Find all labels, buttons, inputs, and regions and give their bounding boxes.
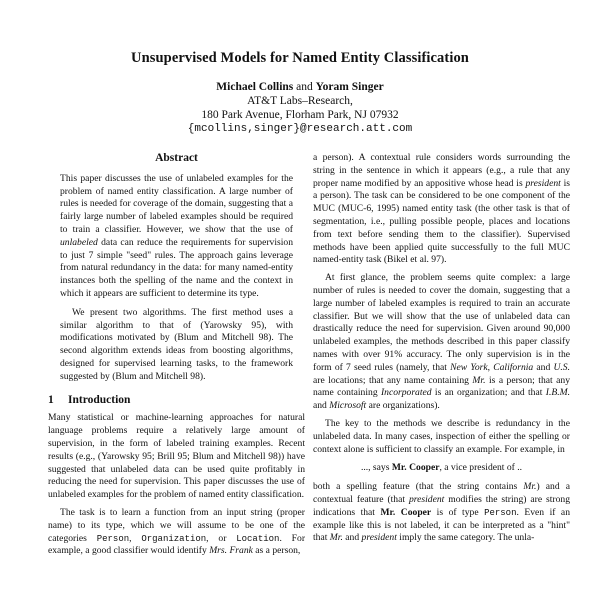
abstract-heading: Abstract (155, 152, 198, 164)
abstract-emphasis: unlabeled (60, 236, 98, 248)
intro-text: The task is to learn a function from an input string (proper name) to its type, which we will assume to be one of the categories (48, 506, 305, 544)
body-text: is a person). The task can be considered to be one component of the MUC (MUC-6, 1995) named entity task (the other task is that of segmentation, i.e., pulling possible people, places and locations from text before sending them to the classifier). Supervised methods have been applied quite successfully to the full MUC named-entity task (Bikel et al. 97). (313, 177, 570, 266)
example-entity: Mr. Cooper (391, 462, 440, 474)
body-emphasis: Mr. (523, 481, 537, 493)
separator: , (129, 532, 142, 544)
seed-mr: Mr. (472, 374, 486, 386)
right-paragraph-2 (313, 272, 570, 413)
seed-incorporated: Incorporated (380, 387, 432, 399)
seed-us: U.S. (553, 361, 571, 373)
body-text: is of type (431, 506, 485, 518)
affiliation: AT&T Labs–Research, (247, 95, 353, 107)
intro-text: . For example, a good classifier would identify (48, 532, 306, 557)
body-text: a person). A contextual rule considers words surrounding the string in the sentence in which it appears (e.g., a rule that any proper name modified by an appositive whose head is (313, 152, 570, 189)
abstract-text: data can reduce the requirements for supervision to just 7 simple "seed" rules. The approach gains leverage from natural redundancy in the data: for many named-entity instances both the spelling of the name and the context in which it appears are sufficient to determine its type. (60, 236, 293, 299)
body-text: is an organization; and that (431, 387, 546, 399)
separator: , or (206, 532, 237, 544)
body-text: are organizations). (366, 400, 440, 412)
seed-microsoft: Microsoft (329, 400, 367, 412)
body-emphasis: president (408, 493, 445, 505)
author-conjunction: and (296, 81, 313, 93)
body-text: . Even if an example like this is not labeled, it can be interpreted as a "hint" that (313, 506, 570, 544)
left-column (48, 150, 305, 563)
example-text: ..., says (360, 462, 392, 474)
intro-heading (48, 394, 305, 407)
body-text: At first glance, the problem seems quite complex: a large number of rules is needed to cover the domain, suggesting that a large number of labeled examples is required to train an accurate classifier. But we will show that the use of unlabeled data can drastically reduce the need for supervision. Given around 90,000 unlabeled examples, the methods described in this paper classify names with over 91% accuracy. The only supervision is in the form of 7 seed rules (namely, that (313, 272, 570, 373)
body-emphasis: president (525, 177, 561, 189)
intro-paragraph-1: Many statistical or machine-learning approaches for natural language problems require a relatively large amount of supervision, in the form of labeled training examples. Recent results (e.g., (Yarowsky 95; Brill 95; Blum and Mitchell 98)) have suggested that unlabeled data can be used quite profitably in reducing the need for supervision. This paper discusses the use of unlabeled examples for the problem of named entity classification. (48, 412, 305, 501)
category-person: Person (484, 507, 517, 518)
category-organization: Organization (141, 533, 207, 544)
seed-california: California (493, 361, 534, 373)
body-text: are locations; that any name containing (313, 374, 473, 386)
email: {mcollins,singer}@research.att.com (187, 123, 413, 135)
right-paragraph-3: The key to the methods we describe is redundancy in the unlabeled data. In many cases, inspection of either the spelling or context alone is sufficient to classify an example. For example, in (313, 417, 570, 455)
abstract-paragraph-1 (60, 173, 293, 301)
paper-title: Unsupervised Models for Named Entity Classification (131, 50, 469, 66)
author-block (0, 80, 600, 136)
section-title: Introduction (68, 393, 131, 406)
section-number: 1 (48, 393, 54, 406)
example-name: Mrs. Frank (209, 545, 253, 557)
right-paragraph-4 (313, 481, 570, 545)
body-text: imply the same category. The unla- (396, 532, 535, 544)
right-column (313, 152, 570, 550)
separator: , (487, 361, 494, 373)
right-paragraph-1 (313, 152, 570, 267)
body-text: ) and a contextual feature (that (313, 481, 570, 505)
example-text: , a vice president of .. (439, 462, 523, 474)
abstract-text: This paper discusses the use of unlabeled examples for the problem of named entity classification. A large number of rules is needed for coverage of the domain, suggesting that a fairly large number of labeled examples should be required to train a classifier. However, we show that the use of (60, 172, 293, 235)
category-person: Person (96, 533, 130, 544)
category-location: Location (236, 533, 280, 544)
author-name-2: Yoram Singer (315, 81, 384, 93)
separator: and (313, 400, 330, 412)
body-emphasis: Mr. (329, 532, 343, 544)
seed-new-york: New York (450, 361, 488, 373)
seed-ibm: I.B.M. (545, 387, 570, 399)
body-text: both a spelling feature (that the string contains (313, 481, 524, 493)
body-text: modifies the string) are strong indications that (313, 493, 570, 518)
separator: and (533, 361, 554, 373)
body-emphasis: president (361, 532, 397, 544)
abstract-paragraph-2: We present two algorithms. The first method uses a similar algorithm to that of (Yarowsky 95), with modifications motivated by (Blum and Mitchell 98). The second algorithm extends ideas from boosting algorithms, designed for supervised learning tasks, to the framework suggested by (Blum and Mitchell 98). (60, 306, 293, 382)
example-entity: Mr. Cooper (380, 506, 432, 518)
author-line (0, 80, 600, 94)
body-text: and (342, 532, 362, 544)
address: 180 Park Avenue, Florham Park, NJ 07932 (201, 109, 399, 121)
intro-text: as a person, (252, 545, 301, 557)
intro-paragraph-2 (48, 507, 305, 558)
author-name-1: Michael Collins (216, 81, 294, 93)
example-sentence (313, 462, 570, 475)
body-text: is a person; that any name containing (313, 374, 570, 399)
